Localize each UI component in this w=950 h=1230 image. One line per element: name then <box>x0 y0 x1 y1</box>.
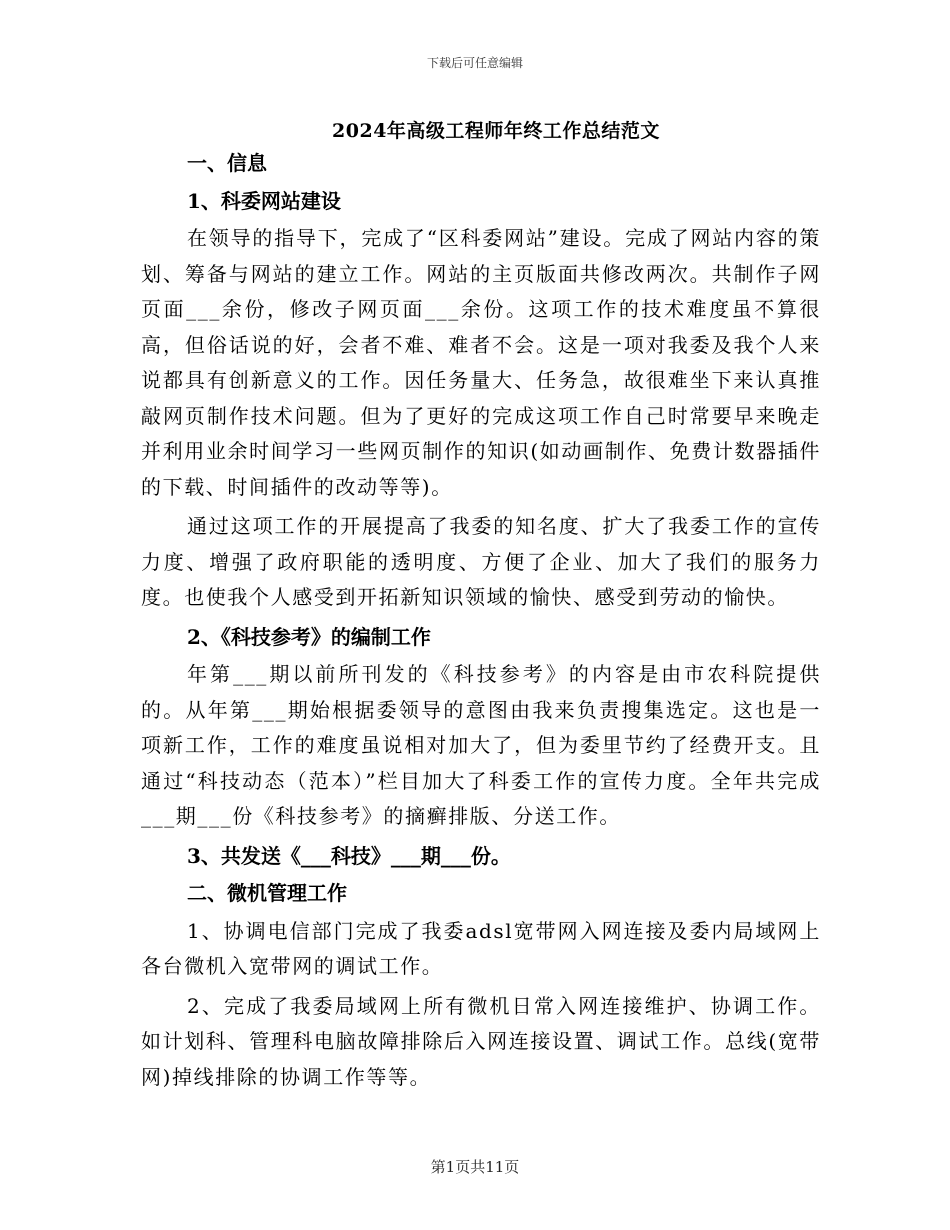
subsection-heading-website: 1、科委网站建设 <box>187 188 341 213</box>
subsection-heading-tech-reference: 2、《科技参考》的编制工作 <box>187 624 431 649</box>
page-number: 第1页共11页 <box>430 1158 520 1176</box>
paragraph-website-2: 通过这项工作的开展提高了我委的知名度、扩大了我委工作的宣传力度、增强了政府职能的透明度、方便了企业、加大了我们的服务力度。也使我个人感受到开拓新知识领域的愉快、感受到劳动的愉快。 <box>141 514 821 609</box>
section-heading-2: 二、微机管理工作 <box>187 881 347 905</box>
document-body <box>141 146 821 1095</box>
paragraph-computer-1: 1、协调电信部门完成了我委adsl宽带网入网连接及委内局域网上各台微机入宽带网的调试工作。 <box>141 918 821 978</box>
paragraph-website-1: 在领导的指导下，完成了“区科委网站”建设。完成了网站内容的策划、筹备与网站的建立工作。网站的主页版面共修改两次。共制作子网页面___余份，修改子网页面___余份。这项工作的技术难度虽不算很高，但俗话说的好，会者不难、难者不会。这是一项对我委及我个人来说都具有创新意义的工作。因任务量大、任务急，故很难坐下来认真推敲网页制作技术问题。但为了更好的完成这项工作自己时常要早来晚走并利用业余时间学习一些网页制作的知识(如动画制作、免费计数器插件的下载、时间插件的改动等等)。 <box>141 226 821 499</box>
document-title: 2024年高级工程师年终工作总结范文 <box>332 120 660 142</box>
subsection-heading-distribution: 3、共发送《___科技》___期___份。 <box>187 843 511 868</box>
paragraph-tech-reference: 年第___期以前所刊发的《科技参考》的内容是由市农科院提供的。从年第___期始根据委领导的意图由我来负责搜集选定。这也是一项新工作，工作的难度虽说相对加大了，但为委里节约了经费开支。且通过“科技动态（范本）”栏目加大了科委工作的宣传力度。全年共完成___期___份《科技参考》的摘癣排版、分送工作。 <box>141 662 821 828</box>
section-heading-1: 一、信息 <box>187 151 267 175</box>
header-note: 下载后可任意编辑 <box>426 56 523 70</box>
paragraph-computer-2: 2、完成了我委局域网上所有微机日常入网连接维护、协调工作。如计划科、管理科电脑故障排除后入网连接设置、调试工作。总线(宽带网)掉线排除的协调工作等等。 <box>141 993 821 1089</box>
